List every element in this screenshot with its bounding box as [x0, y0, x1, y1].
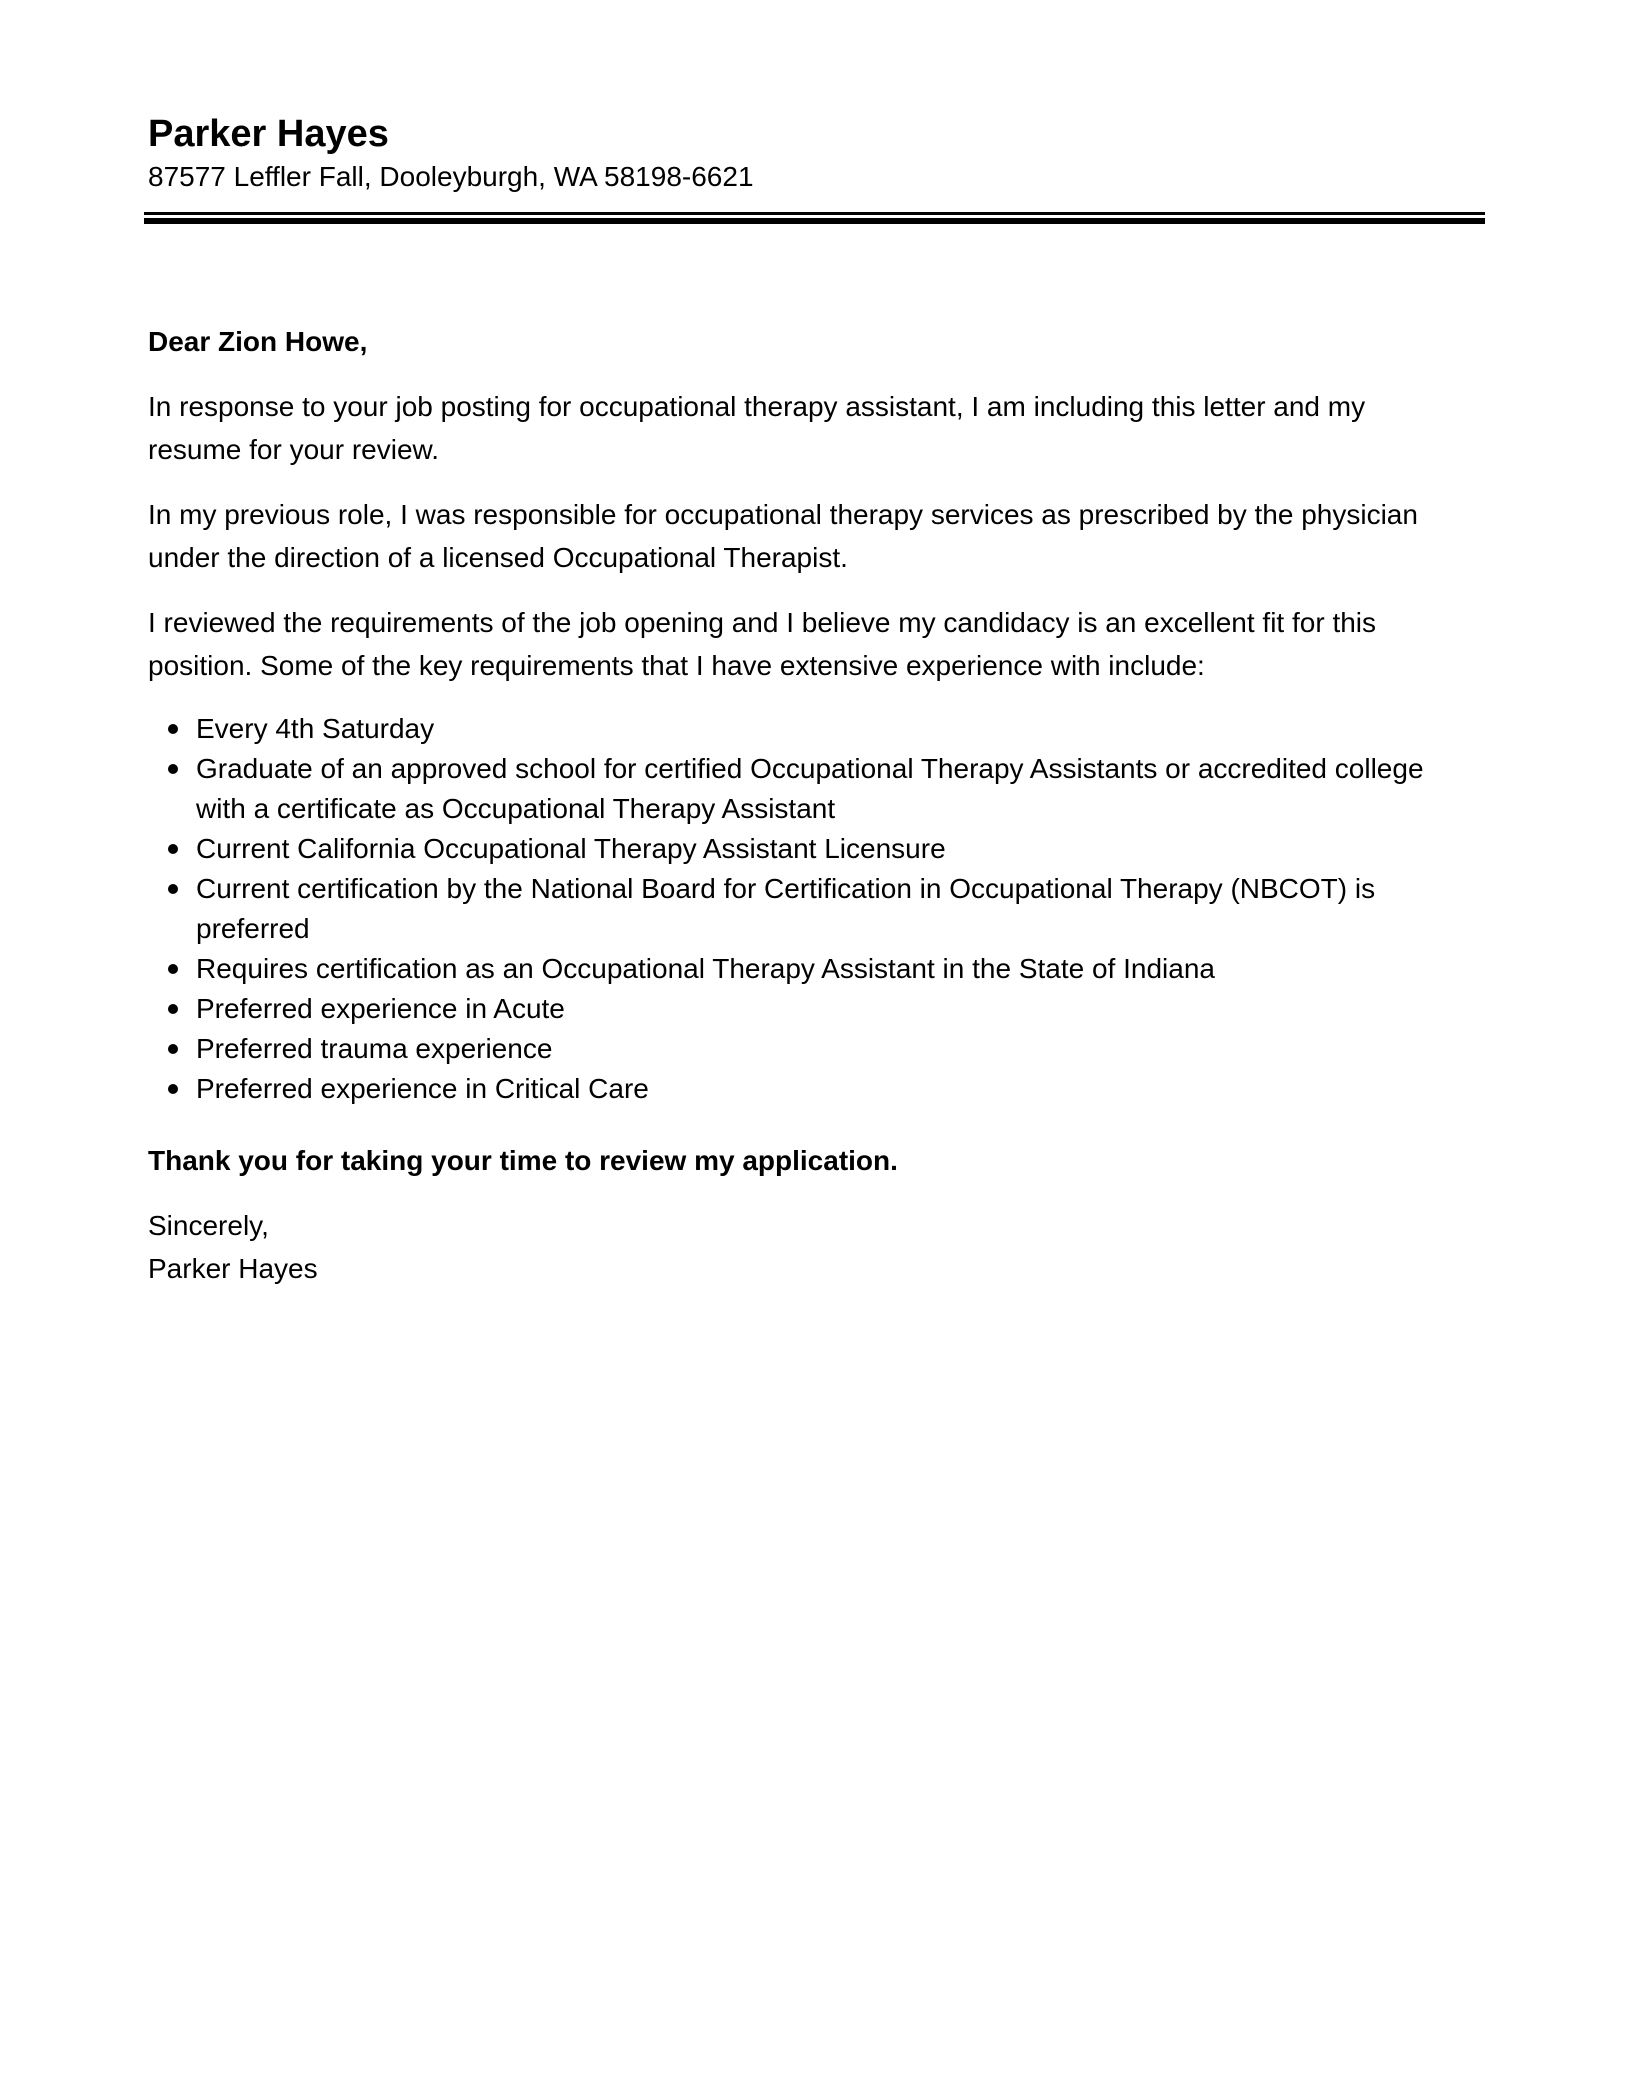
bullet-icon	[168, 764, 178, 774]
list-item	[148, 829, 1448, 869]
bullet-icon	[168, 964, 178, 974]
list-item-text: Every 4th Saturday	[196, 713, 435, 744]
list-item-text: Requires certification as an Occupational Therapy Assistant in the State of Indiana	[196, 953, 1215, 984]
list-item	[148, 749, 1448, 829]
divider-thin-line	[144, 212, 1485, 215]
salutation: Dear Zion Howe,	[148, 326, 368, 357]
bullet-icon	[168, 1084, 178, 1094]
list-item-text: Preferred trauma experience	[196, 1033, 553, 1064]
list-item-text: Current California Occupational Therapy Assistant Licensure	[196, 833, 946, 864]
divider-thick-line	[144, 218, 1485, 224]
list-item	[148, 709, 1448, 749]
letter-body	[148, 320, 1448, 1290]
thank-you-line: Thank you for taking your time to review my application.	[148, 1145, 898, 1176]
list-item-text: Graduate of an approved school for certified Occupational Therapy Assistants or accredited college with a certificate as Occupational Therapy Assistant	[196, 753, 1424, 824]
list-item-text: Current certification by the National Board for Certification in Occupational Therapy (NBCOT) is preferred	[196, 873, 1376, 944]
list-item	[148, 1069, 1448, 1109]
sender-name: Parker Hayes	[148, 113, 389, 155]
paragraph-intro: In response to your job posting for occupational therapy assistant, I am including this letter and my resume for your review.	[148, 391, 1366, 465]
bullet-icon	[168, 1004, 178, 1014]
letter-header	[148, 110, 1488, 196]
list-item	[148, 949, 1448, 989]
sender-address: 87577 Leffler Fall, Dooleyburgh, WA 58198-6621	[148, 161, 754, 192]
list-item	[148, 989, 1448, 1029]
bullet-icon	[168, 844, 178, 854]
bullet-icon	[168, 724, 178, 734]
signature-name: Parker Hayes	[148, 1253, 318, 1284]
list-item-text: Preferred experience in Critical Care	[196, 1073, 649, 1104]
closing: Sincerely,	[148, 1210, 269, 1241]
list-item	[148, 1029, 1448, 1069]
bullet-icon	[168, 1044, 178, 1054]
paragraph-requirements-intro: I reviewed the requirements of the job opening and I believe my candidacy is an excellent fit for this position. Some of the key requirements that I have extensive experience with include:	[148, 607, 1377, 681]
list-item	[148, 869, 1448, 949]
requirements-list	[148, 709, 1448, 1109]
list-item-text: Preferred experience in Acute	[196, 993, 565, 1024]
paragraph-previous-role: In my previous role, I was responsible for occupational therapy services as prescribed by the physician under the direction of a licensed Occupational Therapist.	[148, 499, 1418, 573]
bullet-icon	[168, 884, 178, 894]
header-divider	[144, 212, 1485, 224]
